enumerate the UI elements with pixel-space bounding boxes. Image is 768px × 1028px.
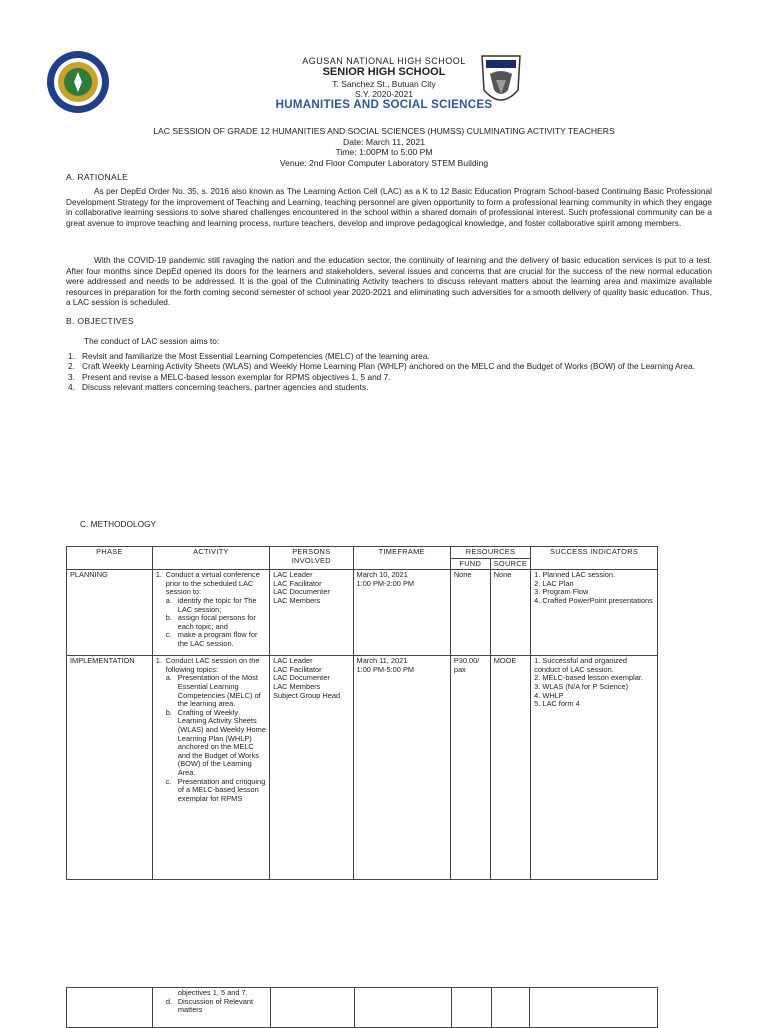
phase-cell: PLANNING [67,570,153,656]
activity-cell: 1. Conduct a virtual conference prior to the scheduled LAC session to: a. identify the topic for The LAC session; b. assign focal persons for each topic; and c. make a program flow for the LAC session. [152,570,269,656]
success-cell [530,988,658,1028]
fund-cell: None [450,570,490,656]
activity-cell: objectives 1, 5 and 7. d. Discussion of Relevant matters [152,988,270,1028]
header-source: SOURCE [490,558,530,570]
header-resources: RESOURCES [450,547,530,559]
methodology-table [66,546,658,880]
objective-item: 1. Revisit and familiarize the Most Essential Learning Competencies (MELC) of the learning area. [68,351,430,361]
objectives-heading: B. OBJECTIVES [66,316,134,326]
school-address: T. Sanchez St., Butuan City [332,79,436,89]
header-persons: PERSONS INVOLVED [270,547,353,570]
objectives-list [66,351,716,393]
objective-item: 3. Present and revise a MELC-based lesson exemplar for RPMS objectives 1, 5 and 7. [68,371,391,382]
shs-name: SENIOR HIGH SCHOOL [322,66,446,78]
header-activity: ACTIVITY [152,547,269,570]
objective-item: 2. Craft Weekly Learning Activity Sheets (WLAS) and Weekly Home Learning Plan (WHLP) anchored on the MELC and the Budget of Works (BOW) of the Learning Area. [68,361,695,372]
methodology-table-continued [66,987,658,1028]
phase-cell: IMPLEMENTATION [67,656,153,880]
success-cell: 1. Successful and organized conduct of LAC session. 2. MELC-based lesson exemplar. 3. WLAS (N/A for P Science) 4. WHLP 5. LAC form 4 [531,656,658,880]
timeframe-cell: March 11, 2021 1:00 PM-5:00 PM [353,656,450,880]
school-year: S.Y. 2020-2021 [355,89,413,99]
source-cell [492,988,530,1028]
school-name: AGUSAN NATIONAL HIGH SCHOOL [302,56,466,66]
fund-cell [452,988,492,1028]
header-timeframe: TIMEFRAME [353,547,450,570]
persons-cell: LAC Leader LAC Facilitator LAC Documenter LAC Members [270,570,353,656]
session-date: Date: March 11, 2021 [342,136,425,147]
source-cell: MOOE [490,656,530,880]
table-row [67,570,658,656]
rationale-paragraph-1: As per DepEd Order No. 35, s. 2016 also known as The Learning Action Cell (LAC) as a K to 12 Basic Education Program School-based Continuing Basic Professional Development Strategy for the improvement of Teaching and Learning, teaching personnel are given opportunity to form a professional learning community in which they engage in collaborative learning sessions to solve shared challenges encountered in the school within a shared domain of professional interest. Such professional community can be a great avenue to improve teaching and learning process, nurture teachers, develop and improve pedagogical knowledge, and foster collaborative spirit among members. [66,186,712,228]
document-title: LAC SESSION OF GRADE 12 HUMANITIES AND SOCIAL SCIENCES (HUMSS) CULMINATING ACTIVITY TEACHERS [153,126,615,136]
timeframe-cell [354,988,452,1028]
methodology-heading: C. METHODOLOGY [80,519,157,529]
session-time: Time: 1:00PM to 5:00 PM [335,147,433,157]
timeframe-cell: March 10, 2021 1:00 PM-2:00 PM [353,570,450,656]
rationale-heading: A. RATIONALE [66,172,129,182]
department-name: HUMANITIES AND SOCIAL SCIENCES [275,99,493,111]
success-cell: 1. Planned LAC session. 2. LAC Plan 3. Program Flow 4. Crafted PowerPoint presentations [531,570,658,656]
objective-item: 4. Discuss relevant matters concerning teachers, partner agencies and students. [68,382,369,393]
document-title-block [0,126,768,168]
header-success: SUCCESS INDICATORS [531,547,658,570]
source-cell: None [490,570,530,656]
session-venue: Venue: 2nd Floor Computer Laboratory STEM Building [279,157,489,168]
persons-cell: LAC Leader LAC Facilitator LAC Documenter LAC Members Subject Group Head [270,656,353,880]
table-row [67,656,658,880]
rationale-paragraph-2: With the COVID-19 pandemic still ravaging the nation and the education sector, the continuity of learning and the delivery of basic education services is put to a test. After four months since DepEd opened its doors for the learners and stakeholders, several issues and concerns that are crucial for the success of the new normal education were addressed and needs to be addressed. It is the goal of the Culminating Activity teachers to discuss relevant matters about the learning area and maximize available resources in preparation for the forth coming second semester of school year 2020-2021 and eliminating such adversities for a smooth delivery of quality basic education. Thus, a LAC session is scheduled. [66,255,712,308]
table-row [67,988,658,1028]
header-fund: FUND [450,558,490,570]
table-header-row [67,547,658,559]
objectives-intro: The conduct of LAC session aims to: [84,336,220,346]
phase-cell [67,988,153,1028]
fund-cell: P30.00/ pax [450,656,490,880]
persons-cell [270,988,354,1028]
header-phase: PHASE [67,547,153,570]
activity-cell: 1. Conduct LAC session on the following topics: a. Presentation of the Most Essential Learning Competencies (MELC) of the learning area. b. Crafting of Weekly Learning Activity Sheets (WLAS) and Weekly Home Learning Plan (WHLP) anchored on the MELC and the Budget of Works (BOW) of the Learning Area. c. Presentation and critiquing of a MELC-based lesson exemplar for RPMS [152,656,269,880]
